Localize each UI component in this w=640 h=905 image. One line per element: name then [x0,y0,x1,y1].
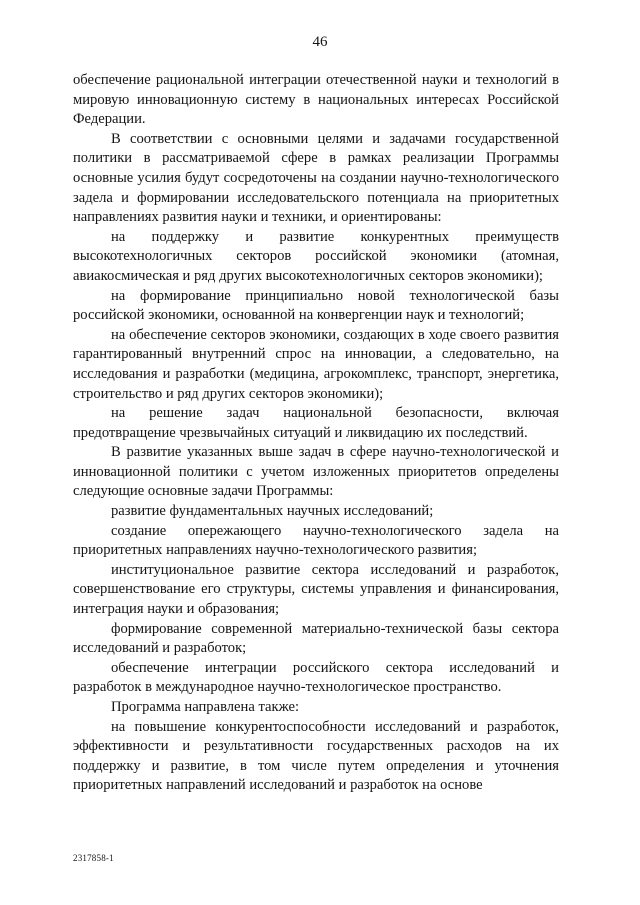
document-code: 2317858-1 [73,853,114,863]
paragraph-9: создание опережающего научно-технологического задела на приоритетных направлениях научно-технологического развития; [73,522,559,559]
paragraph-6: на решение задач национальной безопасности, включая предотвращение чрезвычайных ситуаций и ликвидацию их последствий. [73,405,559,441]
paragraph-4: на формирование принципиально новой технологической базы российской экономики, основанной на конвергенции наук и технологий; [73,287,559,324]
paragraph-8: развитие фундаментальных научных исследований; [111,503,434,520]
paragraph-3: на поддержку и развитие конкурентных преимуществ высокотехнологичных секторов российской экономики (атомная, авиакосмическая и ряд других высокотехнологичных секторов экономики); [73,228,559,284]
paragraph-13: Программа направлена также: [111,699,300,715]
page-number: 46 [312,34,328,50]
body-text [73,71,559,796]
paragraph-11: формирование современной материально-технической базы сектора исследований и разработок; [73,620,559,657]
paragraph-14: на повышение конкурентоспособности исследований и разработок, эффективности и результативности государственных расходов на их поддержку и развитие, в том числе путем определения и уточнения приоритетных направлений исследований и разработок на основе [73,718,559,794]
paragraph-1: обеспечение рациональной интеграции отечественной науки и технологий в мировую инновационную систему в национальных интересах Российской Федерации. [73,72,559,128]
paragraph-7: В развитие указанных выше задач в сфере научно-технологической и инновационной политики с учетом изложенных приоритетов определены следующие основные задачи Программы: [73,444,559,500]
paragraph-10: институциональное развитие сектора исследований и разработок, совершенствование его структуры, системы управления и финансирования, интеграция науки и образования; [73,561,559,618]
paragraph-12: обеспечение интеграции российского сектора исследований и разработок в международное научно-технологическое пространство. [73,659,559,696]
paragraph-2: В соответствии с основными целями и задачами государственной политики в рассматриваемой сфере в рамках реализации Программы основные усилия будут сосредоточены на создании научно-технологического задела и формировании исследовательского потенциала на приоритетных направлениях развития науки и техники, и ориентированы: [73,130,559,226]
paragraph-5: на обеспечение секторов экономики, создающих в ходе своего развития гарантированный внутренний спрос на инновации, а следовательно, на исследования и разработки (медицина, агрокомплекс, транспорт, энергетика, строительство и ряд других секторов экономики); [73,326,559,402]
